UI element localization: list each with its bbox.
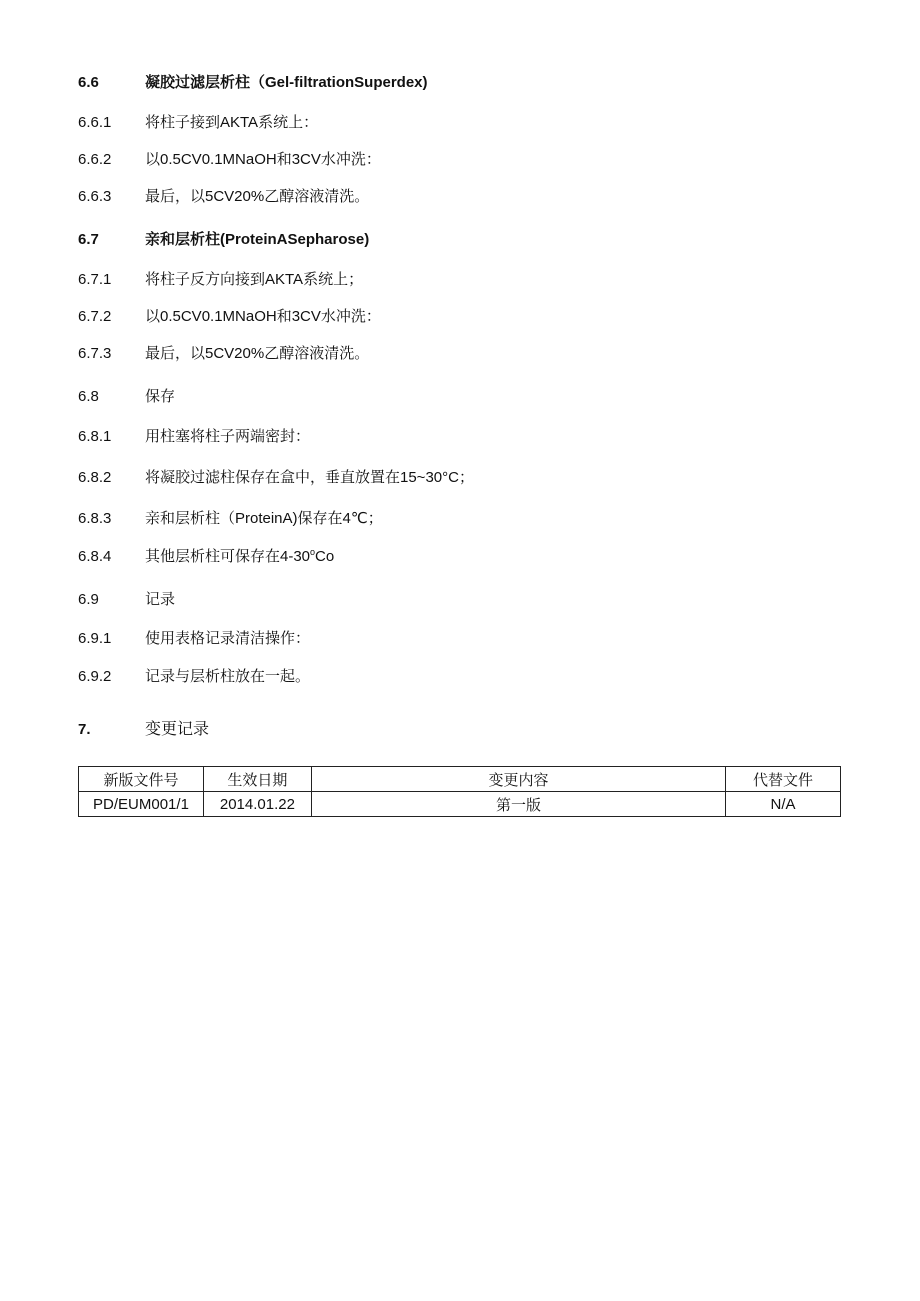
- item-number: 6.6.3: [78, 188, 112, 205]
- item-text: 亲和层析柱(ProteinASepharose): [145, 231, 370, 248]
- item-text: 记录: [145, 591, 176, 608]
- cell-replaced: N/A: [726, 792, 841, 817]
- item-number: 6.7.3: [78, 345, 112, 362]
- item-text-after: Co: [315, 548, 335, 565]
- item-text: 亲和层析柱（ProteinA)保存在4℃；: [145, 510, 383, 527]
- table-header-row: [79, 767, 841, 792]
- item-number: 6.8.1: [78, 428, 112, 445]
- change-record-table: [78, 766, 841, 817]
- item-text: 使用表格记录清洁操作：: [145, 630, 311, 647]
- item-text: 将柱子接到AKTA系统上：: [145, 114, 319, 131]
- item-number: 6.7.2: [78, 308, 112, 325]
- degree-superscript: o: [310, 547, 316, 557]
- item-number: 6.9: [78, 591, 99, 608]
- item-text: [145, 545, 334, 569]
- header-new-doc-no: 新版文件号: [79, 767, 204, 792]
- cell-doc-no: PD/EUM001/1: [79, 792, 204, 817]
- cell-change: 第一版: [311, 792, 725, 817]
- header-change-content: 变更内容: [311, 767, 725, 792]
- item-text: 保存: [145, 388, 176, 405]
- item-number: 6.8.4: [78, 548, 112, 565]
- header-replaced-doc: 代替文件: [726, 767, 841, 792]
- section-number: 7.: [78, 721, 91, 738]
- item-number: 6.7.1: [78, 271, 112, 288]
- item-number: 6.8: [78, 388, 99, 405]
- item-number: 6.9.2: [78, 668, 112, 685]
- item-text: 用柱塞将柱子两端密封：: [145, 428, 311, 445]
- item-text-before: 其他层析柱可保存在4-30: [145, 548, 311, 565]
- item-number: 6.8.2: [78, 469, 112, 486]
- item-text: 凝胶过滤层析柱（Gel-filtrationSuperdex): [145, 74, 428, 91]
- item-number: 6.6: [78, 74, 99, 91]
- item-text: 记录与层析柱放在一起。: [145, 668, 311, 685]
- item-number: 6.6.2: [78, 151, 112, 168]
- item-text: 将凝胶过滤柱保存在盒中，垂直放置在15~30°C；: [145, 469, 474, 486]
- item-number: 6.9.1: [78, 630, 112, 647]
- item-text: 最后，以5CV20%乙醇溶液清洗。: [145, 188, 370, 205]
- cell-date: 2014.01.22: [203, 792, 311, 817]
- header-effective-date: 生效日期: [203, 767, 311, 792]
- section-title: 变更记录: [145, 721, 210, 738]
- item-text: 将柱子反方向接到AKTA系统上；: [145, 271, 364, 288]
- item-number: 6.6.1: [78, 114, 112, 131]
- table-row: [79, 792, 841, 817]
- item-text: 以0.5CV0.1MNaOH和3CV水冲洗：: [145, 308, 381, 325]
- item-number: 6.7: [78, 231, 99, 248]
- item-text: 最后，以5CV20%乙醇溶液清洗。: [145, 345, 370, 362]
- item-text: 以0.5CV0.1MNaOH和3CV水冲洗：: [145, 151, 381, 168]
- item-number: 6.8.3: [78, 510, 112, 527]
